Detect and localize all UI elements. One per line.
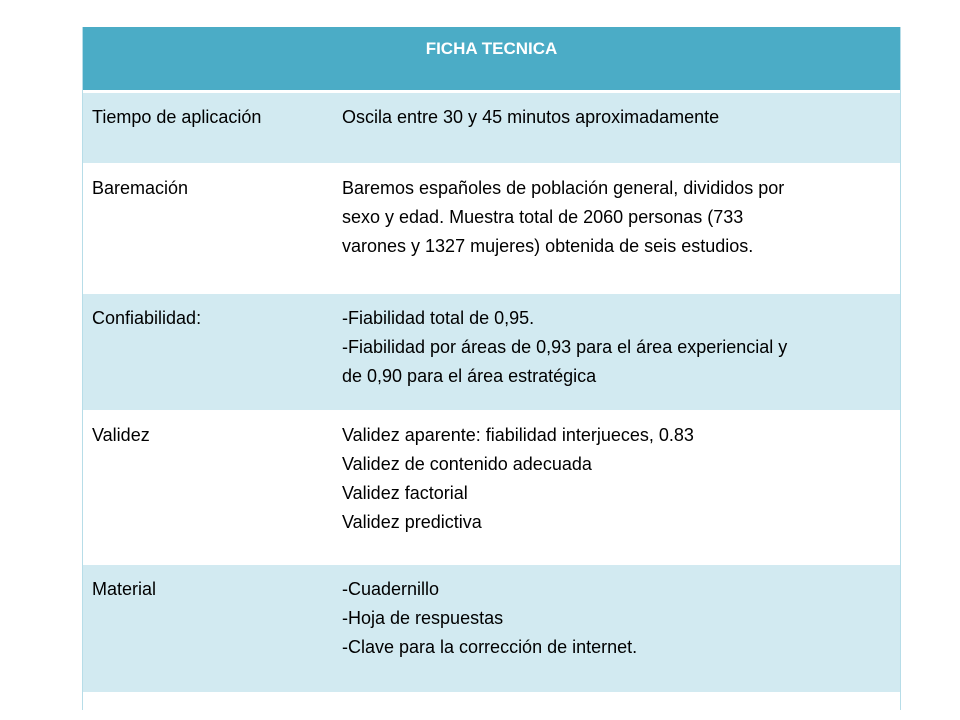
row-value-tiempo (332, 91, 901, 163)
value-line: Validez de contenido adecuada (342, 453, 592, 474)
table-right-border (900, 27, 901, 710)
value-line: Validez predictiva (342, 511, 482, 532)
table-row (82, 293, 901, 410)
row-label-baremacion: Baremación (82, 163, 332, 293)
value-line: -Hoja de respuestas (342, 607, 504, 628)
row-value-baremacion (332, 163, 901, 293)
value-line: -Cuadernillo (342, 578, 440, 599)
value-line: Oscila entre 30 y 45 minutos aproximadamente (342, 106, 720, 127)
table-title: FICHA TECNICA (82, 27, 901, 91)
table-header-row (82, 27, 901, 91)
row-label-tiempo: Tiempo de aplicación (82, 91, 332, 163)
ficha-tecnica-table (82, 27, 901, 692)
row-value-material (332, 564, 901, 692)
row-label-validez: Validez (82, 410, 332, 564)
value-line: Validez factorial (342, 482, 468, 503)
row-value-validez (332, 410, 901, 564)
row-value-confiabilidad (332, 293, 901, 410)
value-line: de 0,90 para el área estratégica (342, 365, 597, 386)
value-line: sexo y edad. Muestra total de 2060 personas (733 (342, 206, 744, 227)
row-label-confiabilidad: Confiabilidad: (82, 293, 332, 410)
value-line: varones y 1327 mujeres) obtenida de seis estudios. (342, 235, 754, 256)
value-line: -Fiabilidad por áreas de 0,93 para el área experiencial y (342, 336, 788, 357)
table-row (82, 163, 901, 293)
table-row (82, 564, 901, 692)
value-line: -Fiabilidad total de 0,95. (342, 307, 535, 328)
value-line: Validez aparente: fiabilidad interjueces, 0.83 (342, 424, 694, 445)
value-line: -Clave para la corrección de internet. (342, 636, 638, 657)
table-left-border (82, 27, 83, 710)
table-row (82, 91, 901, 163)
row-label-material: Material (82, 564, 332, 692)
table-row (82, 410, 901, 564)
value-line: Baremos españoles de población general, divididos por (342, 177, 785, 198)
